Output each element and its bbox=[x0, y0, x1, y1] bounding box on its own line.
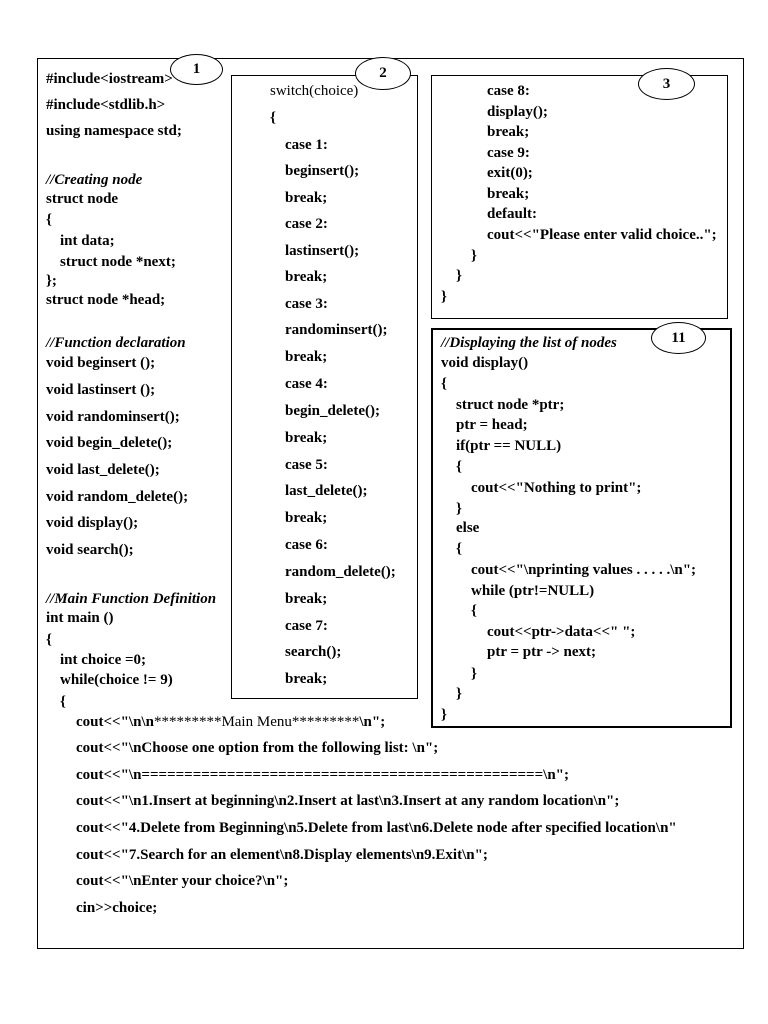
code-line: cout<<"\nChoose one option from the following list: \n"; bbox=[76, 740, 439, 756]
code-line: } bbox=[471, 666, 477, 682]
code-line: randominsert(); bbox=[285, 322, 388, 338]
code-line: case 6: bbox=[285, 537, 328, 553]
code-line: while (ptr!=NULL) bbox=[471, 583, 595, 599]
code-line: break; bbox=[285, 430, 328, 446]
code-line: void last_delete(); bbox=[46, 462, 160, 478]
code-line: lastinsert(); bbox=[285, 243, 360, 259]
code-line: begin_delete(); bbox=[285, 403, 380, 419]
section-label-3: 3 bbox=[638, 68, 695, 100]
code-line: void randominsert(); bbox=[46, 409, 180, 425]
code-line: beginsert(); bbox=[285, 163, 360, 179]
code-line: search(); bbox=[285, 644, 342, 660]
code-line: { bbox=[46, 212, 52, 228]
closing-brace: } bbox=[456, 268, 462, 284]
code-line: void display() bbox=[441, 355, 529, 371]
code-line: struct node *next; bbox=[60, 254, 176, 270]
menu-line-title: *********Main Menu********* bbox=[153, 714, 360, 730]
code-line: } bbox=[456, 686, 462, 702]
code-line: { bbox=[60, 694, 66, 710]
section-label-2: 2 bbox=[355, 57, 411, 90]
code-line: #include<stdlib.h> bbox=[46, 97, 166, 113]
code-line: void random_delete(); bbox=[46, 489, 189, 505]
closing-brace: } bbox=[441, 289, 447, 305]
code-line: }; bbox=[46, 273, 57, 289]
code-line: { bbox=[456, 541, 462, 557]
code-line: struct node bbox=[46, 191, 119, 207]
code-line: int data; bbox=[60, 233, 115, 249]
code-line: int choice =0; bbox=[60, 652, 147, 668]
code-line: case 7: bbox=[285, 618, 328, 634]
code-line: { bbox=[46, 632, 52, 648]
code-line: break; bbox=[285, 349, 328, 365]
code-line: cout<<"7.Search for an element\n8.Display elements\n9.Exit\n"; bbox=[76, 847, 488, 863]
code-line: cout<<"4.Delete from Beginning\n5.Delete from last\n6.Delete node after specified location\n" bbox=[76, 820, 677, 836]
code-line: case 1: bbox=[285, 137, 328, 153]
code-line: default: bbox=[487, 206, 537, 222]
code-line: case 9: bbox=[487, 145, 530, 161]
code-line: cout<<"\n1.Insert at beginning\n2.Insert at last\n3.Insert at any random location\n"; bbox=[76, 793, 620, 809]
code-line: break; bbox=[285, 510, 328, 526]
code-line: #include<iostream> bbox=[46, 71, 173, 87]
code-line: cout<<"\nprinting values . . . . .\n"; bbox=[471, 562, 697, 578]
code-line: case 5: bbox=[285, 457, 328, 473]
code-line: } bbox=[456, 501, 462, 517]
code-line: while(choice != 9) bbox=[60, 672, 173, 688]
code-comment: //Creating node bbox=[46, 172, 143, 188]
code-line: case 2: bbox=[285, 216, 328, 232]
code-line: void search(); bbox=[46, 542, 134, 558]
code-line: if(ptr == NULL) bbox=[456, 438, 562, 454]
code-line: case 8: bbox=[487, 83, 530, 99]
code-line: { bbox=[471, 603, 477, 619]
code-line: random_delete(); bbox=[285, 564, 396, 580]
code-line: last_delete(); bbox=[285, 483, 368, 499]
section-label-1: 1 bbox=[170, 54, 223, 85]
code-line: cout<<"\n===============================================\n"; bbox=[76, 767, 569, 783]
code-comment: //Displaying the list of nodes bbox=[441, 335, 617, 351]
code-line: break; bbox=[487, 124, 530, 140]
main-menu-code-line bbox=[76, 714, 385, 731]
code-line: exit(0); bbox=[487, 165, 533, 181]
code-line: ptr = ptr -> next; bbox=[487, 644, 597, 660]
code-line: cout<<"Please enter valid choice.."; bbox=[487, 227, 717, 243]
code-line: void beginsert (); bbox=[46, 355, 156, 371]
code-line: using namespace std; bbox=[46, 123, 182, 139]
code-line: void display(); bbox=[46, 515, 139, 531]
code-line: { bbox=[270, 110, 276, 126]
code-line: struct node *head; bbox=[46, 292, 166, 308]
code-line: ptr = head; bbox=[456, 417, 528, 433]
code-line: cin>>choice; bbox=[76, 900, 158, 916]
code-comment: //Main Function Definition bbox=[46, 591, 217, 607]
default-case-code-box bbox=[431, 75, 728, 319]
code-line: { bbox=[441, 376, 447, 392]
code-comment: //Function declaration bbox=[46, 335, 186, 351]
code-line: break; bbox=[285, 671, 328, 687]
code-line: case 3: bbox=[285, 296, 328, 312]
code-line: break; bbox=[285, 591, 328, 607]
code-line: { bbox=[456, 459, 462, 475]
code-line: cout<<"\nEnter your choice?\n"; bbox=[76, 873, 289, 889]
code-line: void begin_delete(); bbox=[46, 435, 173, 451]
menu-line-suffix: \n"; bbox=[359, 714, 386, 730]
code-line: break; bbox=[285, 269, 328, 285]
code-line: break; bbox=[487, 186, 530, 202]
code-line: struct node *ptr; bbox=[456, 397, 565, 413]
code-line: cout<<ptr->data<<" "; bbox=[487, 624, 636, 640]
code-line: } bbox=[441, 707, 447, 723]
code-line: void lastinsert (); bbox=[46, 382, 156, 398]
menu-line-prefix: cout<<"\n\n bbox=[76, 714, 154, 730]
closing-brace: } bbox=[471, 248, 477, 264]
code-line: display(); bbox=[487, 104, 548, 120]
code-line: cout<<"Nothing to print"; bbox=[471, 480, 642, 496]
switch-header: switch(choice) bbox=[270, 83, 359, 99]
code-line: case 4: bbox=[285, 376, 328, 392]
code-line: else bbox=[456, 520, 480, 536]
section-label-11: 11 bbox=[651, 322, 706, 354]
code-line: int main () bbox=[46, 610, 114, 626]
code-line: break; bbox=[285, 190, 328, 206]
